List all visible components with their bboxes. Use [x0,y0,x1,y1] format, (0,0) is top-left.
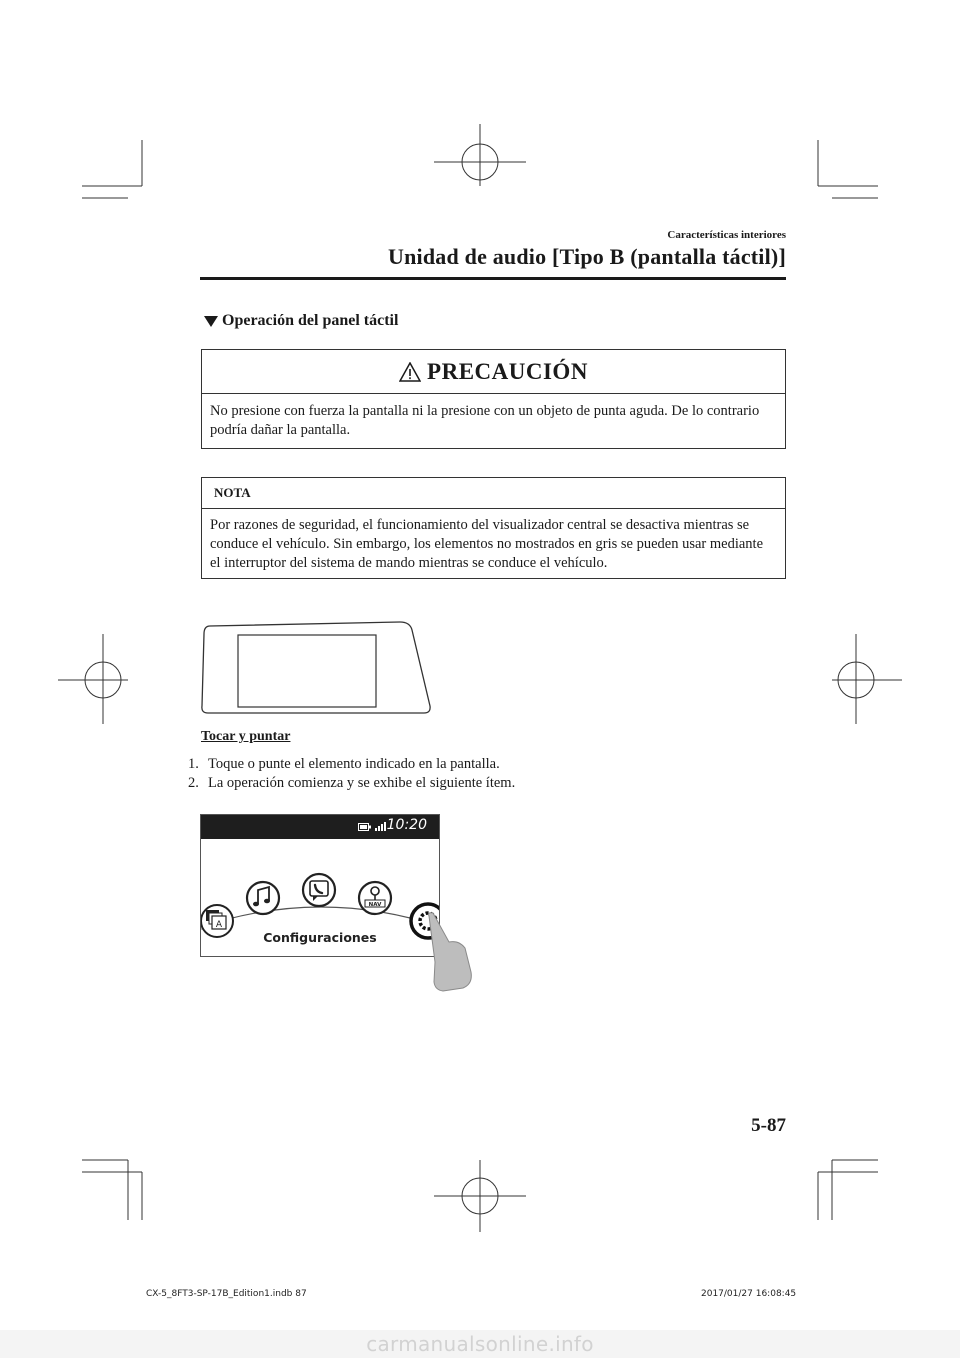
chapter-label: Características interiores [667,229,786,241]
tap-steps [188,755,515,793]
note-text: Por razones de seguridad, el funcionamiento del visualizador central se desactiva mientras se conduce el vehículo. Sin embargo, los elementos no mostrados en gris se pueden usar mediante el interruptor del sistema de mando mientras se conduce el vehículo. [210,517,764,571]
clock-time: 10:20 [386,817,427,833]
navigation-icon[interactable] [359,882,391,914]
section-title: Operación del panel táctil [222,312,399,329]
svg-text:A: A [215,920,223,930]
list-item: 1. Toque o punte el elemento indicado en la pantalla. [188,756,500,772]
caution-title: PRECAUCIÓN [427,358,588,384]
list-item: 2. La operación comienza y se exhibe el siguiente ítem. [188,775,516,791]
center-display-illustration [200,620,432,716]
music-icon[interactable] [247,882,279,914]
caution-text: No presione con fuerza la pantalla ni la presione con un objeto de punta aguda. De lo contrario podría dañar la pantalla. [210,403,760,438]
phone-icon[interactable] [303,874,335,906]
triangle-down-icon [204,316,218,327]
note-title: NOTA [202,478,785,509]
header-rule [200,277,786,280]
page-title: Unidad de audio [Tipo B (pantalla táctil)] [388,244,786,269]
section-heading [204,312,398,330]
caution-box [201,349,786,449]
note-box [201,477,786,579]
warning-icon [399,362,421,382]
footer-file: CX-5_8FT3-SP-17B_Edition1.indb 87 [146,1289,307,1299]
home-screen-illustration [200,814,440,957]
page-number: 5-87 [751,1115,786,1136]
watermark[interactable]: carmanualsonline.info [0,1330,960,1358]
tap-heading: Tocar y puntar [201,729,291,744]
pointing-finger-icon [425,912,473,992]
selected-item-label: Configuraciones [263,930,377,945]
caution-header [202,350,785,394]
svg-text:NAV: NAV [368,902,382,908]
footer-date: 2017/01/27 16:08:45 [701,1289,797,1299]
